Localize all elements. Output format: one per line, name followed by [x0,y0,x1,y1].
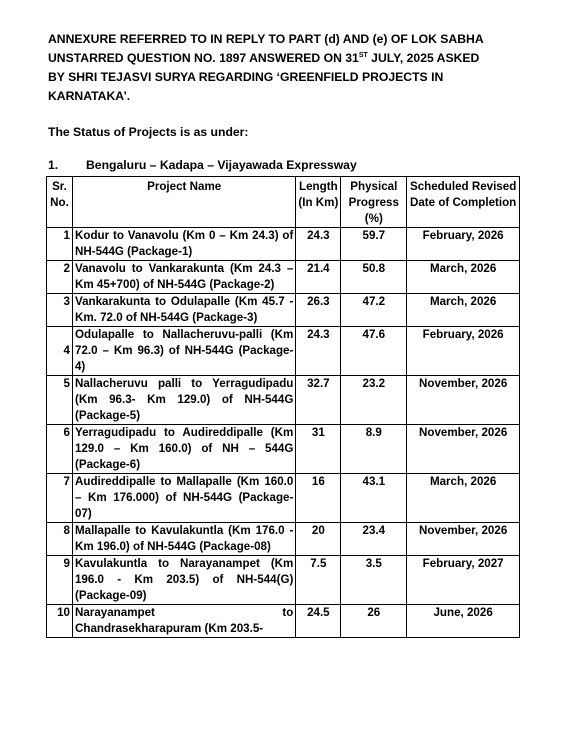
cell-sr: 7 [47,474,73,523]
cell-length: 16 [296,474,341,523]
cell-sr: 9 [47,556,73,605]
table-row [47,228,520,261]
table-row [47,425,520,474]
cell-project-name: Kodur to Vanavolu (Km 0 – Km 24.3) of NH-544G (Package-1) [72,228,295,261]
cell-date: June, 2026 [407,605,520,638]
section-title: Bengaluru – Kadapa – Vijayawada Expressway [86,158,357,172]
cell-date: November, 2026 [407,425,520,474]
cell-progress: 47.2 [341,294,407,327]
cell-project-name: Audireddipalle to Mallapalle (Km 160.0 – Km 176.000) of NH-544G (Package-07) [72,474,295,523]
header-length: Length (In Km) [296,177,341,228]
cell-progress: 59.7 [341,228,407,261]
heading-superscript: ST [358,52,368,59]
section-heading [48,158,520,173]
cell-length: 24.3 [296,327,341,376]
cell-date: March, 2026 [407,261,520,294]
cell-sr: 6 [47,425,73,474]
cell-date: March, 2026 [407,474,520,523]
table-row [47,556,520,605]
heading-line-3: BY SHRI TEJASVI SURYA REGARDING ‘GREENFIELD PROJECTS IN [48,70,444,84]
cell-progress: 8.9 [341,425,407,474]
cell-date: February, 2026 [407,228,520,261]
cell-progress: 23.2 [341,376,407,425]
table-row [47,605,520,638]
header-physical-progress: Physical Progress (%) [341,177,407,228]
cell-sr: 1 [47,228,73,261]
table-header-row [47,177,520,228]
cell-progress: 50.8 [341,261,407,294]
table-row [47,376,520,425]
cell-sr: 8 [47,523,73,556]
cell-project-name: Vankarakunta to Odulapalle (Km 45.7 - Km. 72.0 of NH-544G (Package-3) [72,294,295,327]
heading-line-1: ANNEXURE REFERRED TO IN REPLY TO PART (d) AND (e) OF LOK SABHA [48,32,484,46]
header-completion-date: Scheduled Revised Date of Completion [407,177,520,228]
header-project-name: Project Name [72,177,295,228]
section-number: 1. [48,158,59,172]
cell-progress: 3.5 [341,556,407,605]
cell-project-name: Odulapalle to Nallacheruvu-palli (Km 72.0 – Km 96.3) of NH-544G (Package-4) [72,327,295,376]
cell-project-name: Yerragudipadu to Audireddipalle (Km 129.0 – Km 160.0) of NH – 544G (Package-6) [72,425,295,474]
heading-line-2-post: JULY, 2025 ASKED [367,51,480,65]
projects-table [46,176,520,638]
cell-length: 20 [296,523,341,556]
cell-length: 24.3 [296,228,341,261]
cell-date: February, 2026 [407,327,520,376]
table-row [47,261,520,294]
cell-project-name: Kavulakuntla to Narayanampet (Km 196.0 - Km 203.5) of NH-544(G) (Package-09) [72,556,295,605]
cell-project-name: Narayanampet to Chandrasekharapuram (Km 203.5- [72,605,295,638]
cell-length: 26.3 [296,294,341,327]
cell-sr: 4 [47,327,73,376]
heading-line-2-pre: UNSTARRED QUESTION NO. 1897 ANSWERED ON 31 [48,51,359,65]
cell-project-name: Vanavolu to Vankarakunta (Km 24.3 – Km 45+700) of NH-544G (Package-2) [72,261,295,294]
cell-date: November, 2026 [407,376,520,425]
table-row [47,523,520,556]
cell-progress: 26 [341,605,407,638]
heading-line-4: KARNATAKA’. [48,89,131,103]
cell-sr: 10 [47,605,73,638]
table-row [47,294,520,327]
cell-sr: 3 [47,294,73,327]
cell-project-name: Mallapalle to Kavulakuntla (Km 176.0 - Km 196.0) of NH-544G (Package-08) [72,523,295,556]
cell-date: November, 2026 [407,523,520,556]
document-page [48,30,520,173]
cell-date: February, 2027 [407,556,520,605]
cell-length: 32.7 [296,376,341,425]
cell-length: 21.4 [296,261,341,294]
table-row [47,327,520,376]
status-line: The Status of Projects is as under: [48,125,249,139]
cell-progress: 43.1 [341,474,407,523]
cell-progress: 23.4 [341,523,407,556]
header-sr-no: Sr. No. [47,177,73,228]
cell-length: 7.5 [296,556,341,605]
table-row [47,474,520,523]
annexure-heading [48,30,520,106]
cell-date: March, 2026 [407,294,520,327]
cell-sr: 5 [47,376,73,425]
cell-sr: 2 [47,261,73,294]
cell-length: 31 [296,425,341,474]
cell-project-name: Nallacheruvu palli to Yerragudipadu (Km 96.3- Km 129.0) of NH-544G (Package-5) [72,376,295,425]
cell-progress: 47.6 [341,327,407,376]
cell-length: 24.5 [296,605,341,638]
